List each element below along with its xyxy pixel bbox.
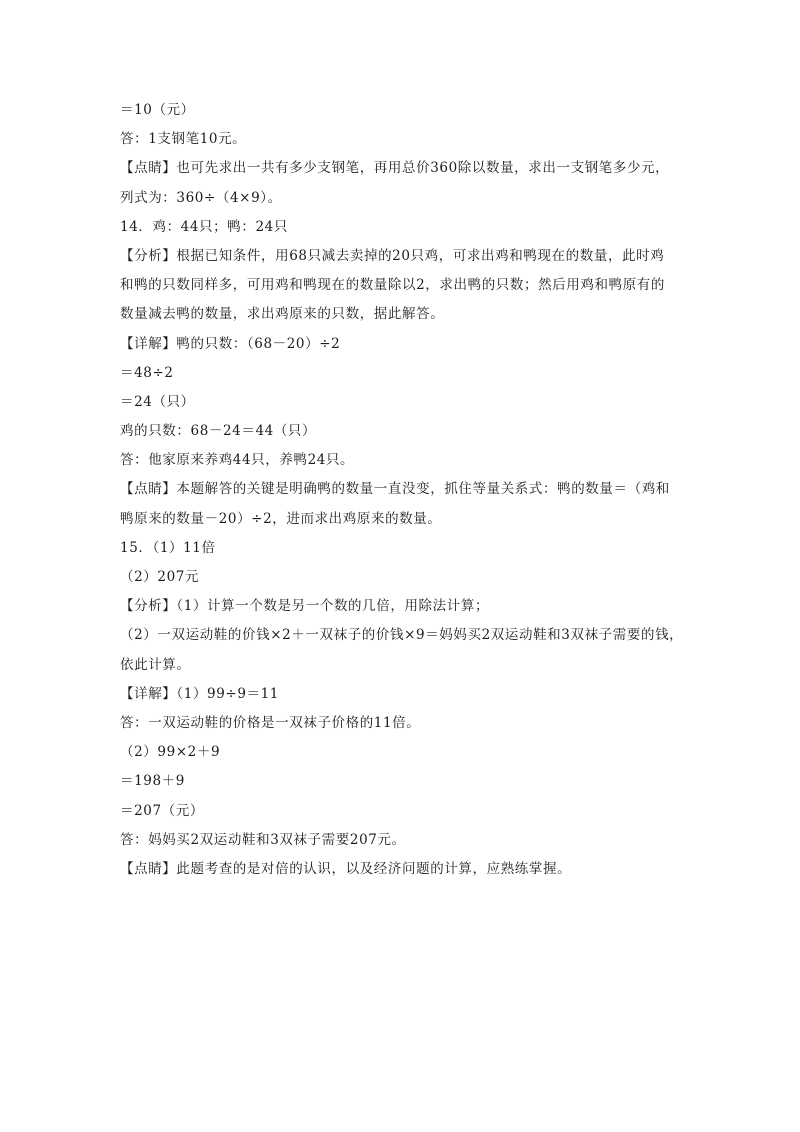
text-line: 答：1支钢笔10元。 xyxy=(120,131,247,148)
text-line: 鸡的只数：68－24＝44（只） xyxy=(120,423,317,440)
text-line: 数量减去鸭的数量，求出鸡原来的只数，据此解答。 xyxy=(120,306,445,323)
question-heading: 14．鸡：44只；鸭：24只 xyxy=(120,218,288,235)
text-line: ＝10（元） xyxy=(120,102,195,118)
text-line: 答：他家原来养鸡44只，养鸭24只。 xyxy=(120,452,355,469)
document-body xyxy=(120,96,690,884)
text-line: （2）207元 xyxy=(120,569,200,585)
text-line: 【点睛】也可先求出一共有多少支钢笔，再用总价360除以数量，求出一支钢笔多少元， xyxy=(120,160,670,177)
question-heading: 15．（1）11倍 xyxy=(120,539,216,556)
text-line: 依此计算。 xyxy=(120,656,191,673)
text-line: 【分析】（1）计算一个数是另一个数的几倍，用除法计算； xyxy=(120,598,490,615)
text-line: 鸭原来的数量－20）÷2，进而求出鸡原来的数量。 xyxy=(120,510,442,527)
text-line: 列式为：360÷（4×9）。 xyxy=(120,189,282,206)
text-line: （2）一双运动鞋的价钱×2＋一双袜子的价钱×9＝妈妈买2双运动鞋和3双袜子需要的钱， xyxy=(120,627,684,644)
text-line: 【点睛】本题解答的关键是明确鸭的数量一直没变，抓住等量关系式：鸭的数量＝（鸡和 xyxy=(120,481,670,498)
text-line: 答：妈妈买2双运动鞋和3双袜子需要207元。 xyxy=(120,831,406,848)
text-line: ＝198＋9 xyxy=(120,773,185,790)
text-line: 和鸭的只数同样多，可用鸡和鸭现在的数量除以2，求出鸭的只数；然后用鸡和鸭原有的 xyxy=(120,277,665,294)
text-line: ＝24（只） xyxy=(120,393,195,410)
text-line: ＝207（元） xyxy=(120,802,204,819)
text-line: 【详解】鸭的只数：（68－20）÷2 xyxy=(120,335,341,352)
text-line: 【详解】（1）99÷9＝11 xyxy=(120,685,279,702)
text-line: （2）99×2＋9 xyxy=(120,744,221,761)
text-line: 【分析】根据已知条件，用68只减去卖掉的20只鸡，可求出鸡和鸭现在的数量，此时鸡 xyxy=(120,247,665,264)
text-line: 【点睛】此题考查的是对倍的认识，以及经济问题的计算，应熟练掌握。 xyxy=(120,860,572,877)
text-line: 答：一双运动鞋的价格是一双袜子价格的11倍。 xyxy=(120,714,421,731)
text-line: ＝48÷2 xyxy=(120,364,174,381)
